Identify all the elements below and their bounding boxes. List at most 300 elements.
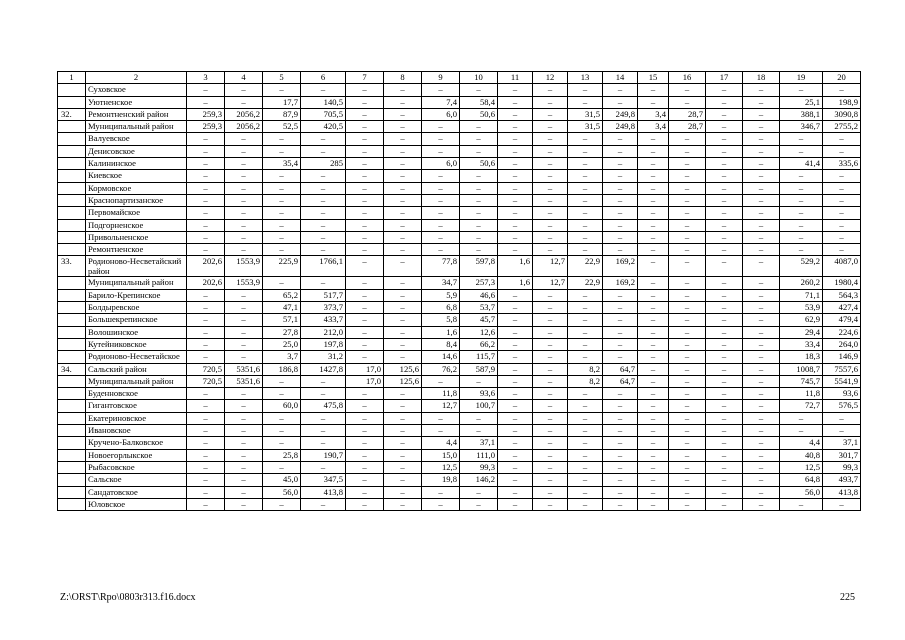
value-cell: – [568, 388, 603, 400]
value-cell: – [669, 486, 706, 498]
value-cell: 224,6 [823, 326, 861, 338]
table-row [58, 302, 861, 314]
value-cell: – [669, 425, 706, 437]
value-cell: – [498, 351, 533, 363]
value-cell: – [263, 425, 301, 437]
value-cell: 1,6 [498, 277, 533, 289]
value-cell: – [498, 207, 533, 219]
value-cell: – [706, 437, 743, 449]
value-cell: – [498, 449, 533, 461]
row-number-cell: 33. [58, 256, 86, 277]
value-cell: – [669, 231, 706, 243]
value-cell: 19,8 [422, 474, 460, 486]
value-cell: – [263, 145, 301, 157]
value-cell: – [533, 351, 568, 363]
value-cell: – [743, 289, 780, 301]
row-number-cell [58, 182, 86, 194]
value-cell: 25,0 [263, 338, 301, 350]
value-cell: 65,2 [263, 289, 301, 301]
value-cell: – [568, 302, 603, 314]
value-cell: 115,7 [460, 351, 498, 363]
value-cell: – [706, 277, 743, 289]
value-cell: 190,7 [301, 449, 346, 461]
table-header-row [58, 72, 861, 84]
row-number-cell: 34. [58, 363, 86, 375]
value-cell: – [384, 351, 422, 363]
value-cell: – [603, 170, 638, 182]
value-cell: 6,0 [422, 158, 460, 170]
value-cell: – [384, 314, 422, 326]
value-cell: – [706, 461, 743, 473]
value-cell: – [498, 486, 533, 498]
value-cell: – [301, 461, 346, 473]
value-cell: – [498, 461, 533, 473]
territory-name-cell: Привольненское [86, 231, 187, 243]
value-cell: 564,3 [823, 289, 861, 301]
value-cell: 169,2 [603, 256, 638, 277]
table-row [58, 170, 861, 182]
value-cell: – [638, 277, 669, 289]
row-number-cell [58, 326, 86, 338]
value-cell: – [669, 351, 706, 363]
value-cell: – [743, 219, 780, 231]
value-cell: – [706, 388, 743, 400]
value-cell: – [301, 388, 346, 400]
value-cell: – [422, 498, 460, 510]
value-cell: – [460, 425, 498, 437]
value-cell: 64,7 [603, 363, 638, 375]
value-cell: – [603, 338, 638, 350]
value-cell: – [823, 231, 861, 243]
value-cell: – [743, 474, 780, 486]
value-cell: – [498, 289, 533, 301]
value-cell: 1,6 [498, 256, 533, 277]
value-cell: – [706, 498, 743, 510]
value-cell: 3,7 [263, 351, 301, 363]
table-row [58, 84, 861, 96]
value-cell: – [743, 133, 780, 145]
value-cell: 47,1 [263, 302, 301, 314]
value-cell: – [422, 412, 460, 424]
value-cell: – [533, 363, 568, 375]
row-number-cell [58, 425, 86, 437]
value-cell: – [568, 96, 603, 108]
value-cell: – [422, 84, 460, 96]
value-cell: 433,7 [301, 314, 346, 326]
value-cell: – [346, 244, 384, 256]
value-cell: – [533, 170, 568, 182]
value-cell: – [498, 133, 533, 145]
value-cell: 1980,4 [823, 277, 861, 289]
value-cell: – [603, 289, 638, 301]
value-cell: 100,7 [460, 400, 498, 412]
value-cell: 25,1 [780, 96, 823, 108]
value-cell: – [384, 96, 422, 108]
row-number-cell [58, 170, 86, 182]
value-cell: – [669, 277, 706, 289]
value-cell: 4,4 [780, 437, 823, 449]
value-cell: – [603, 194, 638, 206]
value-cell: – [533, 145, 568, 157]
value-cell: – [568, 194, 603, 206]
table-row [58, 425, 861, 437]
value-cell: 1008,7 [780, 363, 823, 375]
value-cell: – [460, 486, 498, 498]
value-cell: – [533, 449, 568, 461]
value-cell: 17,0 [346, 363, 384, 375]
value-cell: 202,6 [187, 256, 225, 277]
value-cell: – [638, 314, 669, 326]
value-cell: – [187, 219, 225, 231]
value-cell: – [533, 425, 568, 437]
value-cell: – [225, 498, 263, 510]
table-row [58, 314, 861, 326]
value-cell: 146,2 [460, 474, 498, 486]
value-cell: – [498, 244, 533, 256]
territory-name-cell: Краснопартизанское [86, 194, 187, 206]
value-cell: 12,7 [533, 277, 568, 289]
value-cell: 257,3 [460, 277, 498, 289]
value-cell: – [706, 486, 743, 498]
value-cell: – [706, 244, 743, 256]
value-cell: 301,7 [823, 449, 861, 461]
value-cell: – [187, 302, 225, 314]
value-cell: – [187, 326, 225, 338]
value-cell: – [225, 244, 263, 256]
territory-name-cell: Калининское [86, 158, 187, 170]
value-cell: 22,9 [568, 256, 603, 277]
value-cell: – [669, 326, 706, 338]
value-cell: 212,0 [301, 326, 346, 338]
header-cell: 18 [743, 72, 780, 84]
value-cell: 264,0 [823, 338, 861, 350]
value-cell: – [263, 194, 301, 206]
value-cell: – [301, 231, 346, 243]
value-cell: – [225, 96, 263, 108]
table-row [58, 375, 861, 387]
value-cell: – [568, 437, 603, 449]
value-cell: – [346, 498, 384, 510]
value-cell: – [384, 219, 422, 231]
value-cell: – [669, 244, 706, 256]
value-cell: – [823, 182, 861, 194]
value-cell: – [743, 314, 780, 326]
territory-name-cell: Родионово-Несветайское [86, 351, 187, 363]
value-cell: – [225, 314, 263, 326]
value-cell: – [384, 277, 422, 289]
value-cell: – [533, 400, 568, 412]
value-cell: – [568, 170, 603, 182]
value-cell: 197,8 [301, 338, 346, 350]
value-cell: – [669, 388, 706, 400]
row-number-cell [58, 498, 86, 510]
value-cell: – [638, 412, 669, 424]
value-cell: – [301, 207, 346, 219]
header-cell: 17 [706, 72, 743, 84]
territory-name-cell: Ремонтненское [86, 244, 187, 256]
value-cell: – [743, 326, 780, 338]
value-cell: – [301, 170, 346, 182]
value-cell: – [603, 158, 638, 170]
data-table [57, 71, 861, 511]
value-cell: – [384, 158, 422, 170]
value-cell: – [384, 244, 422, 256]
value-cell: – [706, 207, 743, 219]
row-number-cell [58, 277, 86, 289]
value-cell: – [263, 375, 301, 387]
value-cell: – [187, 474, 225, 486]
value-cell: – [568, 289, 603, 301]
value-cell: 705,5 [301, 108, 346, 120]
value-cell: 347,5 [301, 474, 346, 486]
value-cell: – [603, 145, 638, 157]
value-cell: – [669, 400, 706, 412]
value-cell: – [603, 219, 638, 231]
value-cell: – [384, 449, 422, 461]
value-cell: – [346, 486, 384, 498]
value-cell: – [187, 145, 225, 157]
value-cell: – [384, 437, 422, 449]
value-cell: – [346, 302, 384, 314]
row-number-cell: 32. [58, 108, 86, 120]
value-cell: 22,9 [568, 277, 603, 289]
value-cell: 1553,9 [225, 256, 263, 277]
value-cell: – [638, 289, 669, 301]
value-cell: 45,0 [263, 474, 301, 486]
value-cell: 7557,6 [823, 363, 861, 375]
value-cell: – [706, 158, 743, 170]
row-number-cell [58, 449, 86, 461]
value-cell: – [187, 498, 225, 510]
value-cell: 28,7 [669, 121, 706, 133]
value-cell: – [346, 121, 384, 133]
value-cell: 225,9 [263, 256, 301, 277]
value-cell: – [498, 194, 533, 206]
table-row [58, 486, 861, 498]
value-cell: – [533, 498, 568, 510]
value-cell: 50,6 [460, 108, 498, 120]
value-cell: – [346, 256, 384, 277]
value-cell: – [638, 326, 669, 338]
value-cell: 12,5 [422, 461, 460, 473]
value-cell: – [346, 96, 384, 108]
value-cell: – [422, 121, 460, 133]
territory-name-cell: Буденновское [86, 388, 187, 400]
value-cell: – [422, 170, 460, 182]
value-cell: 56,0 [780, 486, 823, 498]
value-cell: – [669, 219, 706, 231]
value-cell: – [706, 314, 743, 326]
value-cell: – [498, 363, 533, 375]
value-cell: – [743, 121, 780, 133]
value-cell: – [301, 84, 346, 96]
value-cell: – [603, 486, 638, 498]
value-cell: – [743, 302, 780, 314]
value-cell: – [669, 194, 706, 206]
value-cell: 57,1 [263, 314, 301, 326]
value-cell: 125,6 [384, 363, 422, 375]
value-cell: – [603, 302, 638, 314]
value-cell: – [384, 231, 422, 243]
table-row [58, 289, 861, 301]
value-cell: – [780, 498, 823, 510]
value-cell: – [780, 425, 823, 437]
value-cell: 11,8 [422, 388, 460, 400]
value-cell: 6,8 [422, 302, 460, 314]
value-cell: – [823, 84, 861, 96]
value-cell: – [743, 449, 780, 461]
value-cell: – [460, 121, 498, 133]
value-cell: – [346, 449, 384, 461]
territory-name-cell: Болдыревское [86, 302, 187, 314]
value-cell: – [346, 108, 384, 120]
value-cell: 202,6 [187, 277, 225, 289]
value-cell: – [384, 338, 422, 350]
territory-name-cell: Муниципальный район [86, 375, 187, 387]
value-cell: – [706, 133, 743, 145]
table-row [58, 219, 861, 231]
value-cell: 17,7 [263, 96, 301, 108]
value-cell: – [603, 182, 638, 194]
value-cell: – [669, 314, 706, 326]
value-cell: – [460, 194, 498, 206]
table-row [58, 207, 861, 219]
value-cell: – [225, 170, 263, 182]
value-cell: – [823, 219, 861, 231]
value-cell: – [743, 486, 780, 498]
value-cell: – [743, 96, 780, 108]
row-number-cell [58, 302, 86, 314]
value-cell: – [669, 302, 706, 314]
value-cell: – [301, 425, 346, 437]
value-cell: – [346, 84, 384, 96]
value-cell: – [743, 244, 780, 256]
value-cell: – [823, 145, 861, 157]
value-cell: – [225, 231, 263, 243]
value-cell: – [638, 338, 669, 350]
row-number-cell [58, 231, 86, 243]
value-cell: 493,7 [823, 474, 861, 486]
row-number-cell [58, 194, 86, 206]
value-cell: – [743, 363, 780, 375]
territory-name-cell: Рыбасовское [86, 461, 187, 473]
value-cell: – [498, 425, 533, 437]
value-cell: – [384, 84, 422, 96]
header-cell: 3 [187, 72, 225, 84]
row-number-cell [58, 96, 86, 108]
value-cell: – [706, 449, 743, 461]
value-cell: – [422, 244, 460, 256]
header-cell: 5 [263, 72, 301, 84]
row-number-cell [58, 474, 86, 486]
value-cell: – [743, 375, 780, 387]
value-cell: – [187, 244, 225, 256]
value-cell: – [225, 338, 263, 350]
value-cell: 29,4 [780, 326, 823, 338]
value-cell: – [533, 388, 568, 400]
value-cell: – [638, 207, 669, 219]
value-cell: – [780, 145, 823, 157]
value-cell: – [346, 437, 384, 449]
header-cell: 4 [225, 72, 263, 84]
value-cell: – [568, 314, 603, 326]
header-cell: 9 [422, 72, 460, 84]
value-cell: – [225, 182, 263, 194]
value-cell: – [263, 388, 301, 400]
value-cell: 1427,8 [301, 363, 346, 375]
value-cell: – [225, 461, 263, 473]
value-cell: – [533, 314, 568, 326]
value-cell: 37,1 [460, 437, 498, 449]
value-cell: – [743, 437, 780, 449]
value-cell: – [301, 182, 346, 194]
value-cell: – [638, 231, 669, 243]
value-cell: – [263, 244, 301, 256]
value-cell: – [263, 84, 301, 96]
value-cell: – [498, 474, 533, 486]
value-cell: – [743, 207, 780, 219]
value-cell: – [187, 158, 225, 170]
value-cell: – [187, 425, 225, 437]
header-cell: 16 [669, 72, 706, 84]
value-cell: – [706, 363, 743, 375]
value-cell: – [301, 244, 346, 256]
header-cell: 10 [460, 72, 498, 84]
value-cell: – [384, 121, 422, 133]
value-cell: – [823, 412, 861, 424]
value-cell: 77,8 [422, 256, 460, 277]
value-cell: – [568, 207, 603, 219]
value-cell: – [669, 96, 706, 108]
value-cell: 31,2 [301, 351, 346, 363]
value-cell: – [706, 194, 743, 206]
value-cell: – [498, 96, 533, 108]
territory-name-cell: Кутейниковское [86, 338, 187, 350]
territory-name-cell: Ремонтненский район [86, 108, 187, 120]
value-cell: – [743, 425, 780, 437]
value-cell: 249,8 [603, 108, 638, 120]
value-cell: – [706, 219, 743, 231]
value-cell: – [346, 194, 384, 206]
value-cell: 745,7 [780, 375, 823, 387]
value-cell: 28,7 [669, 108, 706, 120]
value-cell: – [743, 388, 780, 400]
value-cell: – [533, 461, 568, 473]
value-cell: 2056,2 [225, 121, 263, 133]
value-cell: – [346, 474, 384, 486]
value-cell: – [301, 412, 346, 424]
value-cell: – [346, 425, 384, 437]
value-cell: – [638, 170, 669, 182]
table-row [58, 338, 861, 350]
value-cell: 14,6 [422, 351, 460, 363]
value-cell: – [780, 231, 823, 243]
value-cell: – [384, 461, 422, 473]
value-cell: – [706, 108, 743, 120]
value-cell: – [187, 170, 225, 182]
value-cell: – [225, 207, 263, 219]
value-cell: – [460, 170, 498, 182]
header-cell: 13 [568, 72, 603, 84]
value-cell: – [603, 498, 638, 510]
value-cell: – [384, 474, 422, 486]
value-cell: – [498, 375, 533, 387]
value-cell: 259,3 [187, 108, 225, 120]
value-cell: – [568, 84, 603, 96]
value-cell: – [638, 219, 669, 231]
value-cell: – [422, 231, 460, 243]
value-cell: – [460, 219, 498, 231]
